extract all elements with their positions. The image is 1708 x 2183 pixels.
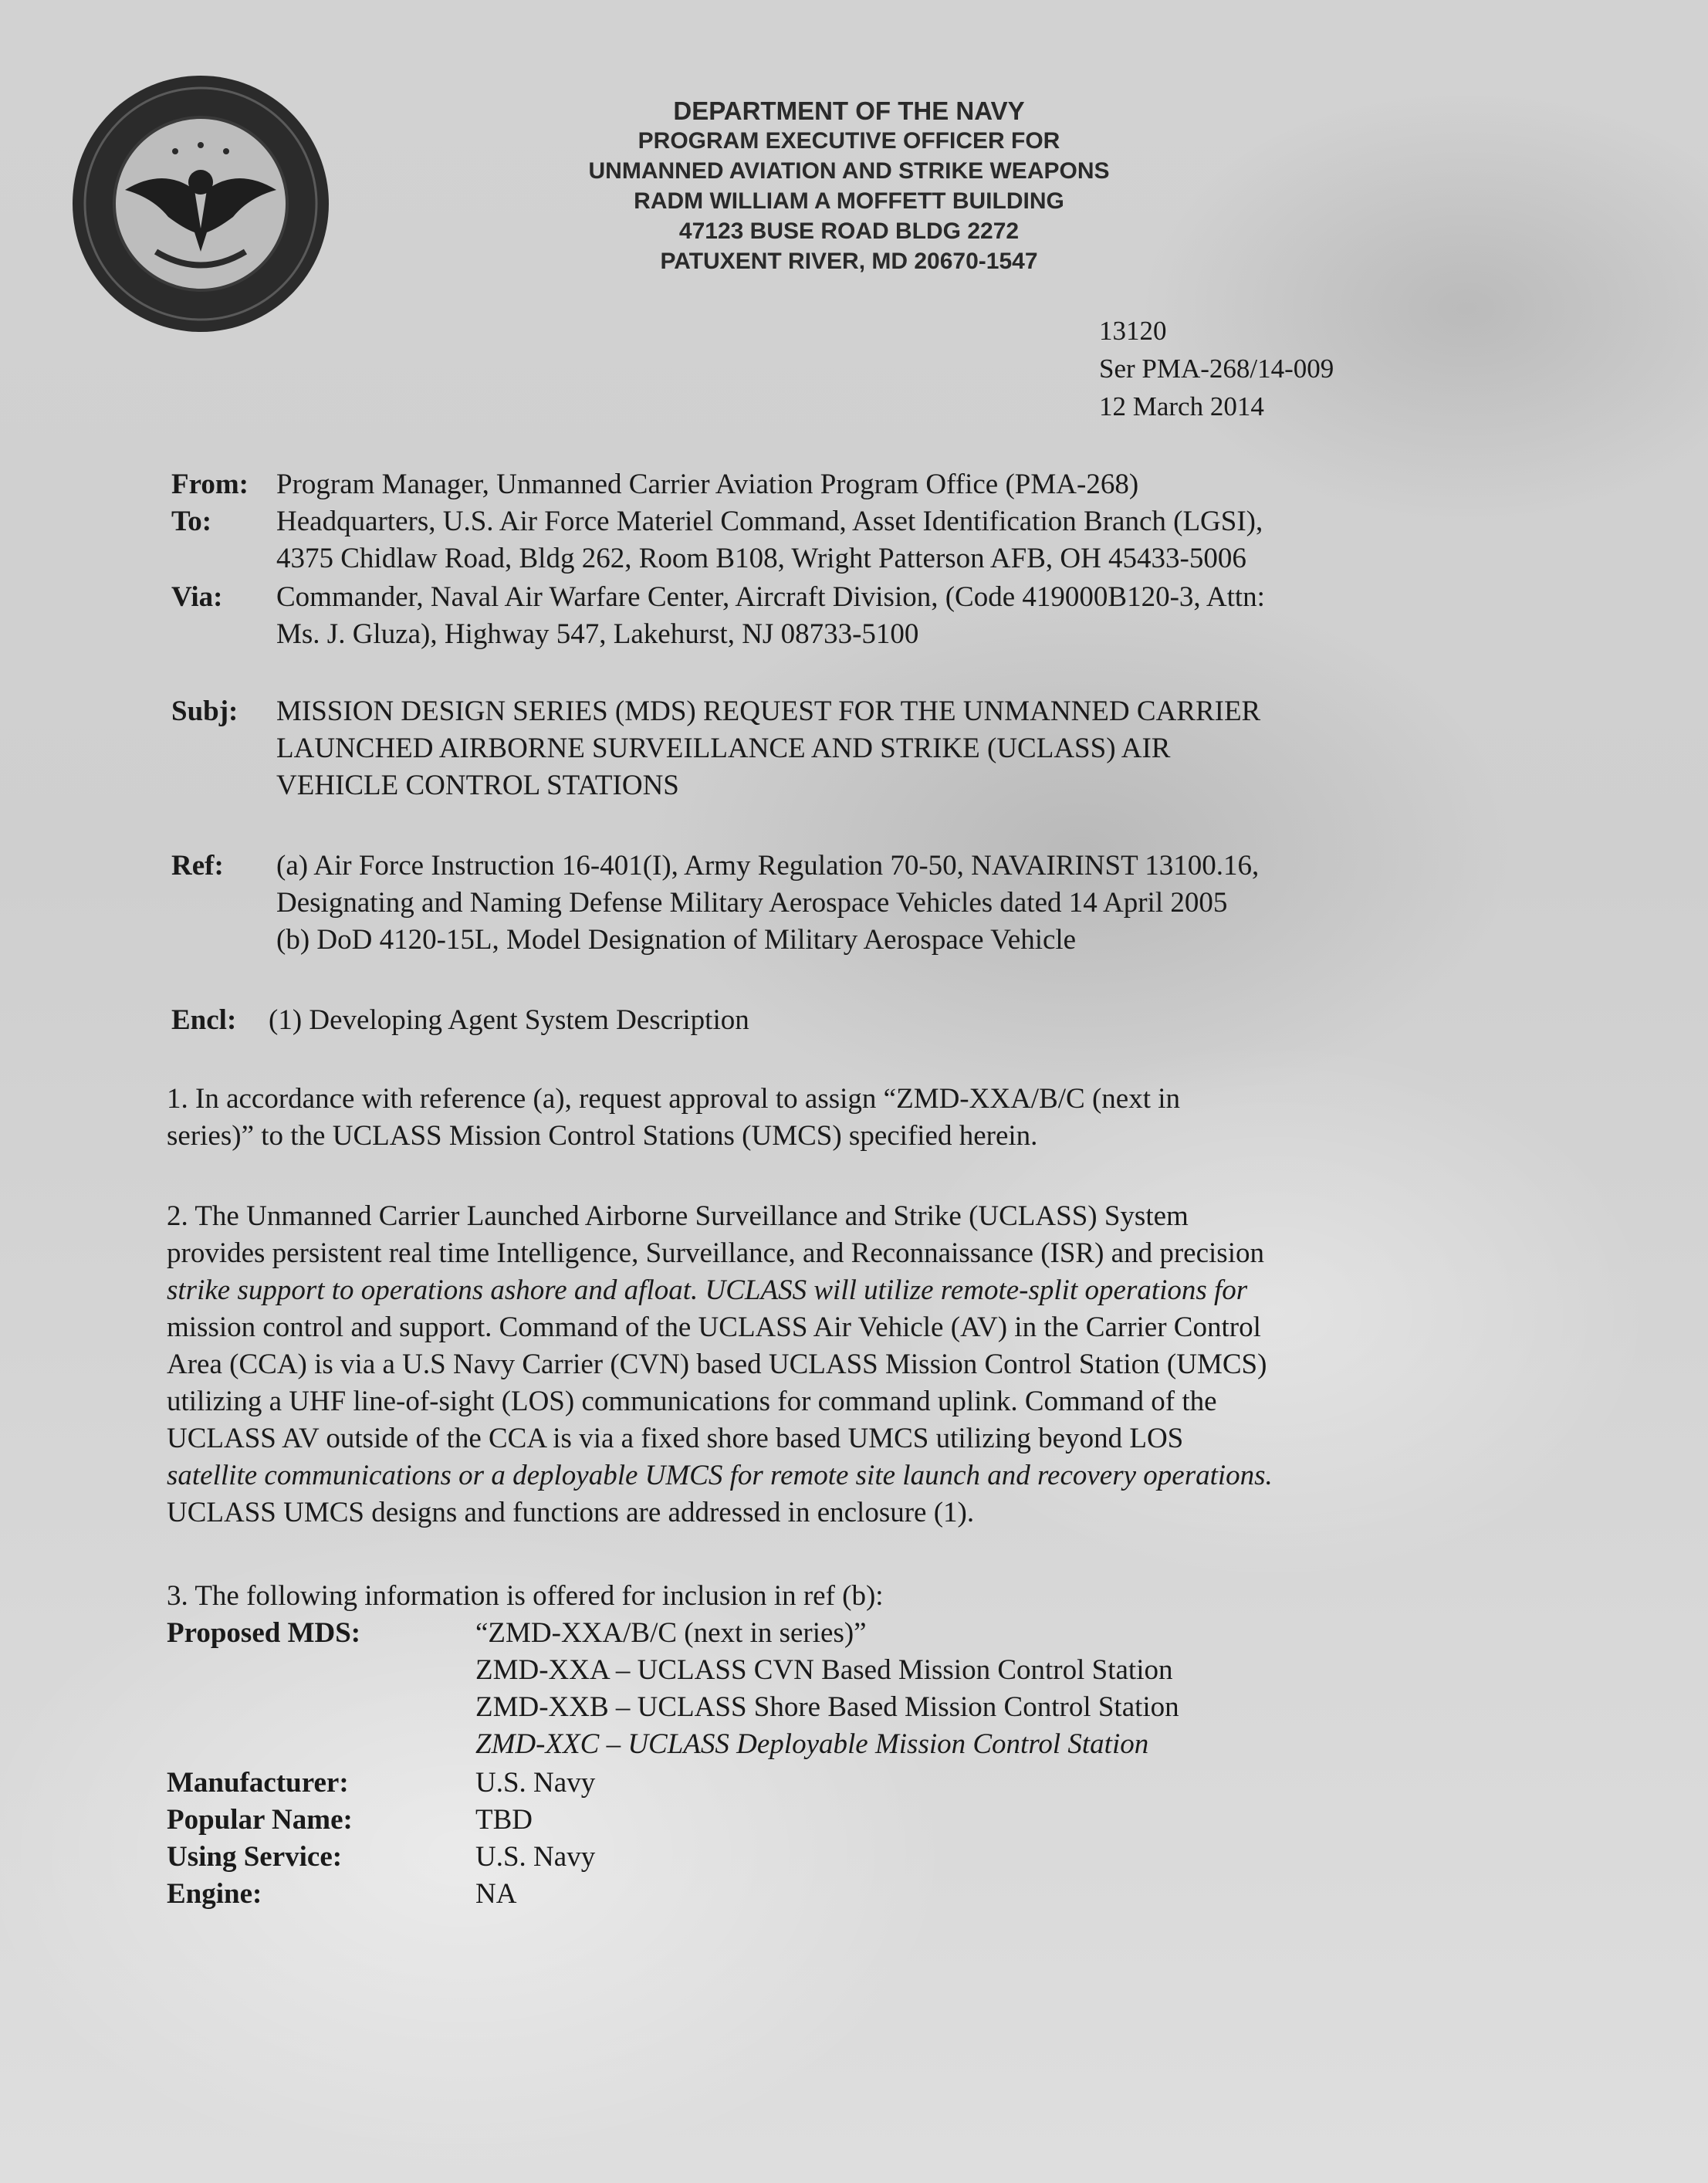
paragraph-1-line-1: 1. In accordance with reference (a), request approval to assign “ZMD-XXA/B/C (next in bbox=[167, 1083, 1181, 1115]
letterhead-city: PATUXENT RIVER, MD 20670-1547 bbox=[660, 249, 1038, 274]
paragraph-1-line-2: series)” to the UCLASS Mission Control Stations (UMCS) specified herein. bbox=[167, 1120, 1038, 1152]
letterhead-building: RADM WILLIAM A MOFFETT BUILDING bbox=[634, 188, 1064, 214]
via-label: Via: bbox=[171, 581, 223, 613]
paragraph-2-line-5: Area (CCA) is via a U.S Navy Carrier (CVN) based UCLASS Mission Control Station (UMCS) bbox=[167, 1349, 1267, 1380]
subject-line-3: VEHICLE CONTROL STATIONS bbox=[276, 770, 679, 801]
paragraph-2-line-4: mission control and support. Command of the UCLASS Air Vehicle (AV) in the Carrier Control bbox=[167, 1311, 1261, 1343]
subject-line-1: MISSION DESIGN SERIES (MDS) REQUEST FOR THE UNMANNED CARRIER bbox=[276, 696, 1261, 727]
paragraph-3-intro: 3. The following information is offered for inclusion in ref (b): bbox=[167, 1580, 884, 1612]
paragraph-2-line-7: UCLASS AV outside of the CCA is via a fixed shore based UMCS utilizing beyond LOS bbox=[167, 1423, 1184, 1454]
proposed-mds-value: “ZMD-XXA/B/C (next in series)” bbox=[475, 1617, 867, 1649]
paragraph-2-line-2: provides persistent real time Intelligence, Surveillance, and Reconnaissance (ISR) and precision bbox=[167, 1237, 1264, 1269]
from-label: From: bbox=[171, 469, 249, 500]
enclosure-text: (1) Developing Agent System Description bbox=[269, 1004, 749, 1036]
using-service-label: Using Service: bbox=[167, 1841, 343, 1873]
dod-seal-icon bbox=[71, 74, 330, 333]
ssic-number: 13120 bbox=[1099, 316, 1167, 346]
engine-value: NA bbox=[475, 1878, 517, 1910]
via-line-1: Commander, Naval Air Warfare Center, Aircraft Division, (Code 419000B120-3, Attn: bbox=[276, 581, 1265, 613]
reference-a-line-2: Designating and Naming Defense Military Aerospace Vehicles dated 14 April 2005 bbox=[276, 887, 1228, 919]
letter-date: 12 March 2014 bbox=[1099, 391, 1264, 421]
to-label: To: bbox=[171, 506, 212, 537]
reference-b: (b) DoD 4120-15L, Model Designation of Military Aerospace Vehicle bbox=[276, 924, 1077, 956]
paragraph-2-line-8: satellite communications or a deployable UMCS for remote site launch and recovery operations. bbox=[167, 1460, 1273, 1491]
variant-c: ZMD-XXC – UCLASS Deployable Mission Control Station bbox=[475, 1728, 1149, 1760]
reference-block bbox=[1099, 312, 1334, 425]
paragraph-2-line-9: UCLASS UMCS designs and functions are addressed in enclosure (1). bbox=[167, 1497, 975, 1528]
manufacturer-label: Manufacturer: bbox=[167, 1767, 349, 1799]
paragraph-2-line-1: 2. The Unmanned Carrier Launched Airborne Surveillance and Strike (UCLASS) System bbox=[167, 1200, 1189, 1232]
letterhead-street: 47123 BUSE ROAD BLDG 2272 bbox=[678, 218, 1020, 244]
references-label: Ref: bbox=[171, 850, 224, 882]
to-line-2: 4375 Chidlaw Road, Bldg 262, Room B108, Wright Patterson AFB, OH 45433-5006 bbox=[276, 543, 1246, 574]
to-line-1: Headquarters, U.S. Air Force Materiel Command, Asset Identification Branch (LGSI), bbox=[276, 506, 1263, 537]
popular-name-value: TBD bbox=[475, 1804, 533, 1836]
variant-a: ZMD-XXA – UCLASS CVN Based Mission Control Station bbox=[475, 1654, 1173, 1686]
variant-b: ZMD-XXB – UCLASS Shore Based Mission Control Station bbox=[475, 1691, 1179, 1723]
paragraph-2-line-3: strike support to operations ashore and afloat. UCLASS will utilize remote-split operations for bbox=[167, 1274, 1248, 1306]
popular-name-label: Popular Name: bbox=[167, 1804, 353, 1836]
reference-a-line-1: (a) Air Force Instruction 16-401(I), Army Regulation 70-50, NAVAIRINST 13100.16, bbox=[276, 850, 1260, 882]
using-service-value: U.S. Navy bbox=[475, 1841, 596, 1873]
from-text: Program Manager, Unmanned Carrier Aviation Program Office (PMA-268) bbox=[276, 469, 1139, 500]
letterhead-office: PROGRAM EXECUTIVE OFFICER FOR bbox=[638, 128, 1060, 154]
subject-line-2: LAUNCHED AIRBORNE SURVEILLANCE AND STRIKE (UCLASS) AIR bbox=[276, 733, 1171, 764]
letterhead-program: UNMANNED AVIATION AND STRIKE WEAPONS bbox=[588, 158, 1110, 184]
subject-label: Subj: bbox=[171, 696, 238, 727]
proposed-mds-label: Proposed MDS: bbox=[167, 1617, 361, 1649]
via-line-2: Ms. J. Gluza), Highway 547, Lakehurst, NJ 08733-5100 bbox=[276, 618, 919, 650]
letterhead-department: DEPARTMENT OF THE NAVY bbox=[673, 96, 1025, 125]
manufacturer-value: U.S. Navy bbox=[475, 1767, 596, 1799]
enclosure-label: Encl: bbox=[171, 1004, 237, 1036]
serial-number: Ser PMA-268/14-009 bbox=[1099, 354, 1334, 384]
engine-label: Engine: bbox=[167, 1878, 262, 1910]
paragraph-2-line-6: utilizing a UHF line-of-sight (LOS) communications for command uplink. Command of the bbox=[167, 1386, 1217, 1417]
letterhead bbox=[479, 96, 1219, 276]
